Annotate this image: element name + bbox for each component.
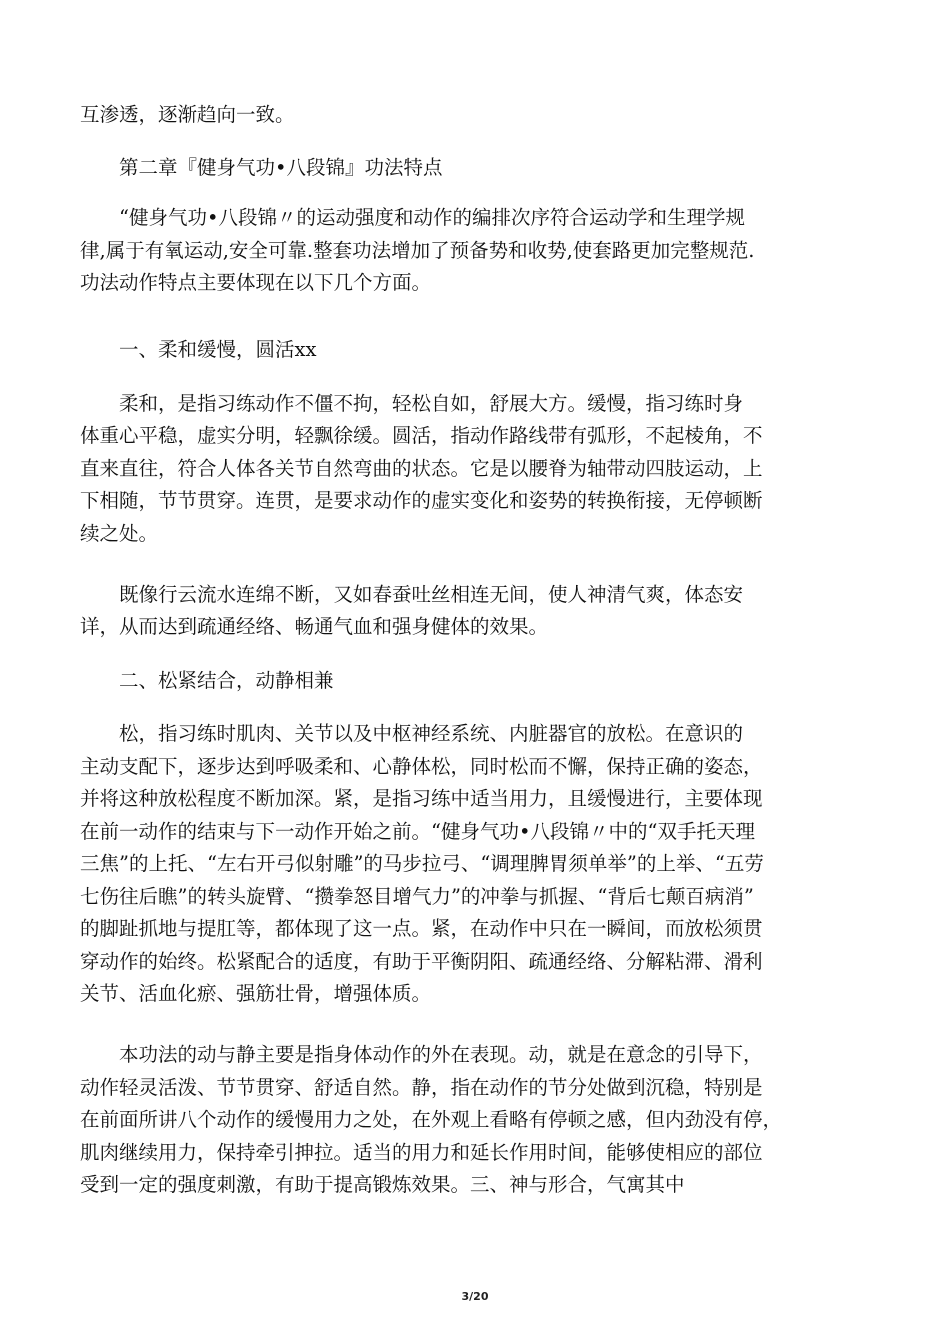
text-line: 律,属于有氧运动,安全可靠.整套功法增加了预备势和收势,使套路更加完整规范. [80, 239, 755, 262]
text-line: 在前一动作的结束与下一动作开始之前。“健身气功•八段锦〃中的“双手托天理 [80, 820, 755, 843]
text-line: 肌肉继续用力，保持牵引抻拉。适当的用力和延长作用时间，能够使相应的部位 [80, 1141, 763, 1164]
text-line: 详，从而达到疏通经络、畅通气血和强身健体的效果。 [80, 615, 549, 638]
text-line: 直来直往，符合人体各关节自然弯曲的状态。它是以腰脊为轴带动四肢运动，上 [80, 457, 763, 480]
section-heading: 一、柔和缓慢，圆活xx [119, 338, 317, 361]
text-line: 穿动作的始终。松紧配合的适度，有助于平衡阴阳、疏通经络、分解粘滞、滑利 [80, 950, 763, 973]
section-heading: 二、松紧结合，动静相兼 [119, 669, 334, 692]
text-line: 的脚趾抓地与提肛等，都体现了这一点。紧，在动作中只在一瞬间，而放松须贯 [80, 917, 763, 940]
text-line: 三焦”的上托、“左右开弓似射雕”的马步拉弓、“调理脾胃须单举”的上举、“五劳 [80, 852, 764, 875]
text-line: 下相随，节节贯穿。连贯，是要求动作的虚实变化和姿势的转换衔接，无停顿断 [80, 489, 763, 512]
text-line: 并将这种放松程度不断加深。紧，是指习练中适当用力，且缓慢进行，主要体现 [80, 787, 763, 810]
text-line: 柔和，是指习练动作不僵不拘，轻松自如，舒展大方。缓慢，指习练时身 [119, 392, 744, 415]
text-line: 互渗透，逐渐趋向一致。 [80, 103, 295, 126]
text-line: 既像行云流水连绵不断，又如春蚕吐丝相连无间，使人神清气爽，体态安 [119, 583, 744, 606]
text-line: “健身气功•八段锦〃的运动强度和动作的编排次序符合运动学和生理学规 [119, 206, 745, 229]
text-line: 续之处。 [80, 522, 159, 545]
text-line: 在前面所讲八个动作的缓慢用力之处，在外观上看略有停顿之感，但内劲没有停， [80, 1108, 783, 1131]
text-line: 七伤往后瞧”的转头旋臂、“攒拳怒目增气力”的冲拳与抓握、“背后七颠百病消” [80, 885, 754, 908]
text-line: 功法动作特点主要体现在以下几个方面。 [80, 271, 432, 294]
text-line: 松，指习练时肌肉、关节以及中枢神经系统、内脏器官的放松。在意识的 [119, 722, 744, 745]
text-line: 关节、活血化瘀、强筋壮骨，增强体质。 [80, 982, 432, 1005]
text-line: 体重心平稳，虚实分明，轻飘徐缓。圆活，指动作路线带有弧形，不起棱角，不 [80, 424, 763, 447]
text-line: 主动支配下，逐步达到呼吸柔和、心静体松，同时松而不懈，保持正确的姿态， [80, 755, 763, 778]
text-line: 动作轻灵活泼、节节贯穿、舒适自然。静，指在动作的节分处做到沉稳，特别是 [80, 1076, 763, 1099]
text-line: 受到一定的强度刺激，有助于提高锻炼效果。三、神与形合，气寓其中 [80, 1173, 685, 1196]
text-line: 本功法的动与静主要是指身体动作的外在表现。动，就是在意念的引导下， [119, 1043, 763, 1066]
page-number: 3/20 [461, 1290, 489, 1303]
chapter-heading: 第二章『健身气功•八段锦』功法特点 [119, 156, 443, 179]
